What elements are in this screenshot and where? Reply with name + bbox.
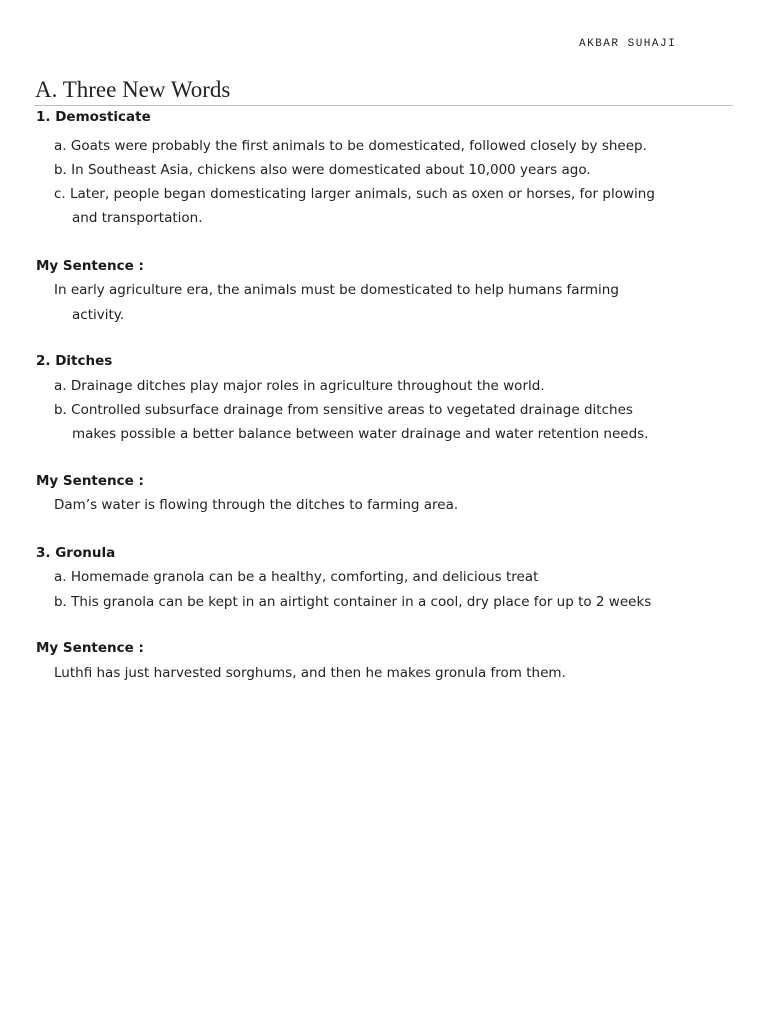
word2-my-sentence: Dam’s water is flowing through the ditches to farming area. xyxy=(54,497,459,513)
word1-example-c: c. Later, people began domesticating larger animals, such as oxen or horses, for plowing xyxy=(54,186,655,202)
word2-heading: 2. Ditches xyxy=(36,353,113,369)
word1-my-sentence-cont: activity. xyxy=(72,307,125,323)
word2-my-sentence-label: My Sentence : xyxy=(36,473,144,489)
word3-my-sentence-label: My Sentence : xyxy=(36,640,144,656)
word1-heading: 1. Demosticate xyxy=(36,109,151,125)
author-name: AKBAR SUHAJI xyxy=(579,38,677,50)
word1-my-sentence: In early agriculture era, the animals must be domesticated to help humans farming xyxy=(54,282,619,298)
word1-example-b: b. In Southeast Asia, chickens also were domesticated about 10,000 years ago. xyxy=(54,162,591,178)
word2-example-b-cont: makes possible a better balance between water drainage and water retention needs. xyxy=(72,426,649,442)
word2-example-a: a. Drainage ditches play major roles in agriculture throughout the world. xyxy=(54,378,545,394)
word3-heading: 3. Gronula xyxy=(36,545,116,561)
word3-my-sentence: Luthfi has just harvested sorghums, and then he makes gronula from them. xyxy=(54,665,566,681)
word2-example-b: b. Controlled subsurface drainage from sensitive areas to vegetated drainage ditches xyxy=(54,402,633,418)
word1-example-a: a. Goats were probably the first animals to be domesticated, followed closely by sheep. xyxy=(54,138,647,154)
word1-my-sentence-label: My Sentence : xyxy=(36,258,144,274)
page-title: A. Three New Words xyxy=(35,76,733,106)
word3-example-a: a. Homemade granola can be a healthy, comforting, and delicious treat xyxy=(54,569,539,585)
word3-example-b: b. This granola can be kept in an airtight container in a cool, dry place for up to 2 weeks xyxy=(54,594,652,610)
word1-example-c-cont: and transportation. xyxy=(72,210,203,226)
